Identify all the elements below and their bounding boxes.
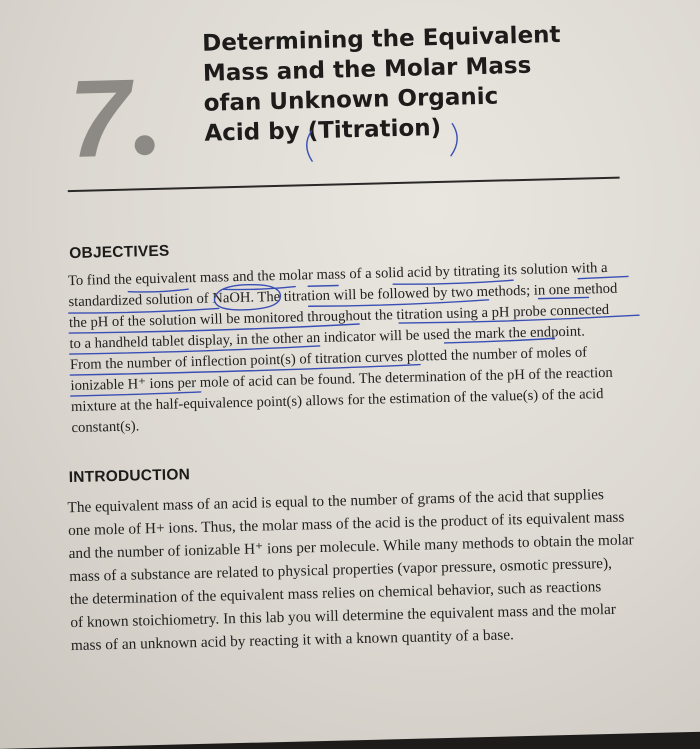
paragraph-line: mass of an unknown acid by reacting it with a known quantity of a base.: [70, 626, 515, 655]
objectives-paragraph: [68, 258, 621, 439]
chapter-number: 7: [67, 56, 128, 182]
paragraph-line: the determination of the equivalent mass relies on chemical behavior, such as reactions: [69, 578, 602, 609]
paragraph-line: mixture at the half-equivalence point(s) allows for the estimation of the value(s) of the acid: [70, 386, 604, 416]
title-line: Determining the Equivalent: [201, 22, 561, 57]
title-line: Acid by (Titration): [204, 114, 442, 147]
introduction-heading: INTRODUCTION: [68, 466, 191, 487]
introduction-paragraph: [67, 482, 636, 657]
paragraph-line: From the number of inflection point(s) of titration curves plotted the number of moles of: [69, 344, 588, 374]
paragraph-line: of known stoichiometry. In this lab you will determine the equivalent mass and the molar: [70, 600, 617, 632]
title-line: ofan Unknown Organic: [203, 83, 499, 117]
paragraph-line: constant(s).: [71, 418, 140, 437]
paragraph-line: To find the equivalent mass and the molar mass of a solid acid by titrating its solution with a: [67, 259, 608, 290]
paragraph-line: standardized solution of NaOH. The titration will be followed by two methods; in one method: [68, 280, 618, 311]
title-divider: [68, 177, 620, 192]
paragraph-line: to a handheld tablet display, in the other an indicator will be used the mark the endpoint.: [69, 323, 585, 353]
paragraph-line: mass of a substance are related to physical properties (vapor pressure, osmotic pressure),: [68, 554, 613, 586]
paragraph-line: The equivalent mass of an acid is equal to the number of grams of the acid that supplies: [67, 486, 605, 517]
paragraph-line: one mole of H+ ions. Thus, the molar mass of the acid is the product of its equivalent mass: [67, 508, 625, 540]
chapter-number-dot: [134, 135, 154, 155]
paragraph-line: the pH of the solution will be monitored throughout the titration using a pH probe connected: [68, 301, 610, 332]
paragraph-line: ionizable H⁺ ions per mole of acid can be found. The determination of the pH of the reaction: [70, 364, 613, 395]
paragraph-line: and the number of ionizable H⁺ ions per molecule. While many methods to obtain the molar: [68, 531, 634, 563]
chapter-title: [202, 19, 625, 149]
title-line: Mass and the Molar Mass: [202, 52, 532, 87]
objectives-heading: OBJECTIVES: [69, 242, 170, 263]
